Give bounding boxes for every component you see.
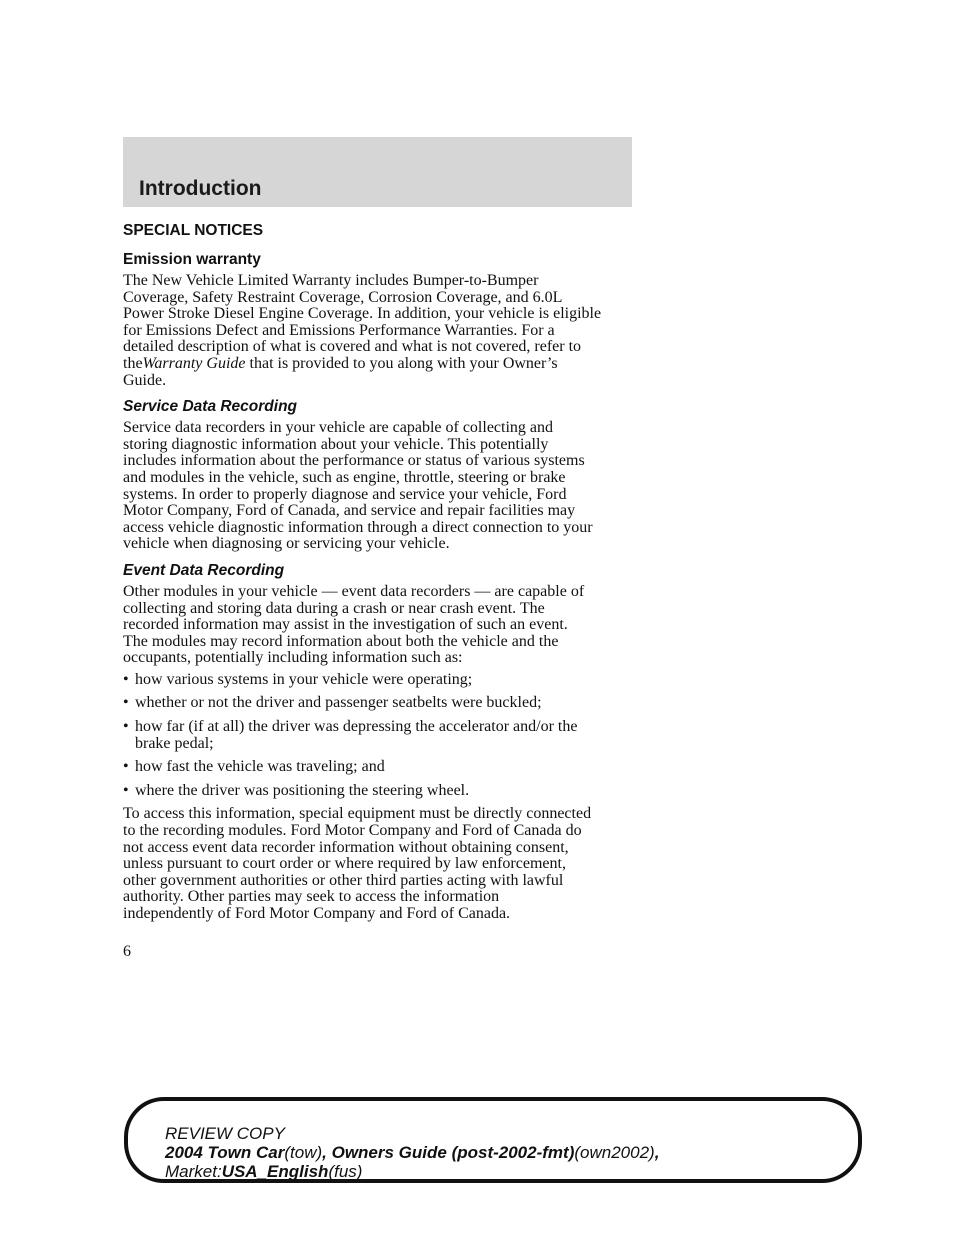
event-data-bullet-list [123, 672, 643, 800]
bullet-icon: • [123, 694, 129, 712]
special-notices-heading: SPECIAL NOTICES [123, 222, 264, 239]
text-line: access vehicle diagnostic information through a direct connection to your [123, 518, 593, 536]
stamp-model-code: (tow) [284, 1143, 323, 1162]
text-line: detailed description of what is covered and what is not covered, refer to [123, 338, 582, 356]
event-data-intro [123, 584, 643, 667]
text-line: vehicle when diagnosing or servicing your vehicle. [123, 535, 450, 553]
text-line: Other modules in your vehicle — event data recorders — are capable of [123, 582, 585, 600]
bullet-icon: • [123, 758, 129, 776]
text-line: Service data recorders in your vehicle are capable of collecting and [123, 419, 554, 437]
review-copy-stamp-text [165, 1124, 659, 1181]
text-line: and modules in the vehicle, such as engine, throttle, steering or brake [123, 468, 566, 486]
text-line: for Emissions Defect and Emissions Performance Warranties. For a [123, 321, 555, 339]
text-line: other government authorities or other third parties acting with lawful [123, 871, 564, 889]
text-line: collecting and storing data during a crash or near crash event. The [123, 599, 545, 617]
stamp-market-label: Market: [165, 1162, 222, 1181]
bullet-icon: • [123, 670, 129, 688]
text-line: how various systems in your vehicle were operating; [135, 670, 473, 688]
text-line: how far (if at all) the driver was depressing the accelerator and/or the [135, 718, 578, 736]
text-line [123, 356, 643, 373]
list-item [123, 783, 643, 800]
bullet-icon: • [123, 718, 129, 736]
stamp-line-end: , [654, 1143, 660, 1162]
text-fragment: the [123, 354, 143, 372]
text-line: not access event data recorder information without obtaining consent, [123, 838, 569, 856]
bullet-icon: • [123, 781, 129, 799]
text-line: whether or not the driver and passenger seatbelts were buckled; [135, 694, 542, 712]
warranty-guide-title: Warranty Guide [142, 354, 246, 372]
text-line: brake pedal; [135, 734, 214, 752]
stamp-line-1: REVIEW COPY [165, 1124, 285, 1143]
list-item [123, 759, 643, 776]
service-data-paragraph [123, 420, 643, 553]
text-line: to the recording modules. Ford Motor Company and Ford of Canada do [123, 822, 582, 840]
event-data-closing [123, 806, 643, 922]
text-fragment: that is provided to you along with your Owner’s [249, 354, 558, 372]
stamp-model: 2004 Town Car [165, 1143, 285, 1162]
emission-warranty-paragraph [123, 273, 643, 389]
text-line: storing diagnostic information about your vehicle. This potentially [123, 435, 549, 453]
list-item [123, 695, 643, 712]
text-line: Power Stroke Diesel Engine Coverage. In addition, your vehicle is eligible [123, 305, 602, 323]
text-line: independently of Ford Motor Company and Ford of Canada. [123, 905, 511, 922]
stamp-line-3 [165, 1162, 659, 1181]
section-title: Introduction [139, 177, 262, 200]
list-item [123, 672, 643, 689]
text-line: Guide. [123, 371, 167, 389]
emission-warranty-heading: Emission warranty [123, 251, 261, 268]
text-line: The modules may record information about both the vehicle and the [123, 632, 559, 650]
text-line: occupants, potentially including information such as: [123, 649, 463, 667]
service-data-heading: Service Data Recording [123, 398, 298, 416]
stamp-market-code: (fus) [328, 1162, 363, 1181]
section-header-band [123, 137, 632, 207]
event-data-heading: Event Data Recording [123, 561, 285, 579]
text-line: unless pursuant to court order or where required by law enforcement, [123, 855, 566, 873]
text-line: systems. In order to properly diagnose and service your vehicle, Ford [123, 485, 567, 503]
text-line: The New Vehicle Limited Warranty includes Bumper-to-Bumper [123, 272, 539, 289]
stamp-guide: Owners Guide (post-2002-fmt) [331, 1143, 575, 1162]
text-line: includes information about the performance or status of various systems [123, 452, 585, 470]
list-item [123, 719, 643, 752]
page-number: 6 [123, 943, 131, 960]
text-line: where the driver was positioning the steering wheel. [135, 781, 470, 799]
stamp-guide-code: (own2002) [574, 1143, 655, 1162]
text-line: Coverage, Safety Restraint Coverage, Corrosion Coverage, and 6.0L [123, 288, 563, 306]
stamp-market: USA_English [221, 1162, 329, 1181]
text-line: authority. Other parties may seek to access the information [123, 888, 500, 906]
text-line: To access this information, special equipment must be directly connected [123, 805, 592, 823]
stamp-separator: , [322, 1143, 332, 1162]
text-line: Motor Company, Ford of Canada, and service and repair facilities may [123, 502, 576, 520]
stamp-line-2 [165, 1143, 659, 1162]
page-content [123, 221, 643, 923]
text-line: how fast the vehicle was traveling; and [135, 758, 385, 776]
text-line: recorded information may assist in the investigation of such an event. [123, 616, 568, 634]
